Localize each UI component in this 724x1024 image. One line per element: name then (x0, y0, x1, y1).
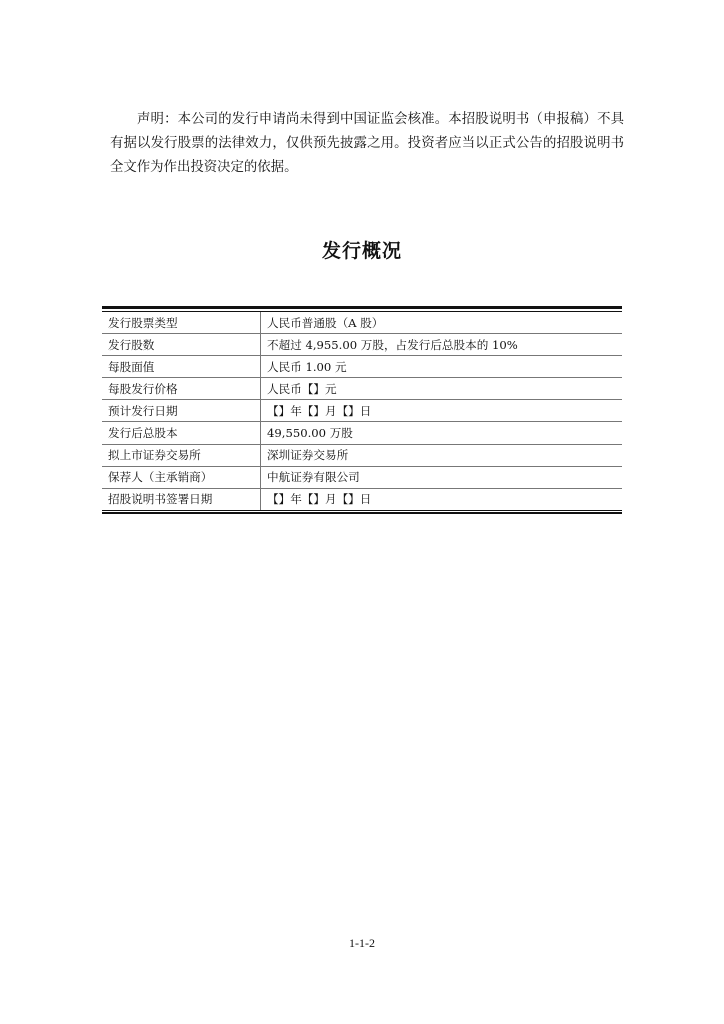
row-label: 预计发行日期 (102, 400, 261, 422)
row-label: 每股面值 (102, 356, 261, 378)
table-row (102, 488, 622, 510)
page-number: 1-1-2 (349, 936, 375, 950)
row-label: 拟上市证券交易所 (102, 444, 261, 466)
row-label: 发行后总股本 (102, 422, 261, 444)
row-label: 每股发行价格 (102, 378, 261, 400)
row-value: 深圳证券交易所 (261, 444, 623, 466)
table-row (102, 444, 622, 466)
row-label: 招股说明书签署日期 (102, 488, 261, 510)
row-value: 中航证券有限公司 (261, 466, 623, 488)
row-value: 【】年【】月【】日 (267, 492, 372, 507)
table-row (102, 422, 622, 444)
table-row (102, 378, 622, 400)
row-label: 发行股数 (102, 334, 261, 356)
row-value: 不超过 4,955.00 万股，占发行后总股本的 10% (261, 334, 623, 356)
row-value: 人民币 1.00 元 (261, 356, 623, 378)
row-value: 人民币【】元 (261, 378, 623, 400)
offering-summary-table (102, 306, 622, 514)
table-row (102, 312, 622, 334)
table-row (102, 400, 622, 422)
disclaimer-text: 声明：本公司的发行申请尚未得到中国证监会核准。本招股说明书（申报稿）不具有据以发行股票的法律效力，仅供预先披露之用。投资者应当以正式公告的招股说明书全文作为作出投资决定的依据。 (110, 112, 624, 175)
row-label: 发行股票类型 (102, 312, 261, 334)
page-title: 发行概况 (321, 240, 402, 262)
row-label: 保荐人（主承销商） (102, 466, 261, 488)
row-value: 49,550.00 万股 (261, 422, 623, 444)
table-row (102, 334, 622, 356)
table-row (102, 356, 622, 378)
table-row (102, 466, 622, 488)
disclaimer-block (110, 108, 624, 180)
row-value: 人民币普通股（A 股） (261, 312, 623, 334)
table-bottom-rule (102, 510, 622, 514)
row-value: 【】年【】月【】日 (261, 400, 623, 422)
